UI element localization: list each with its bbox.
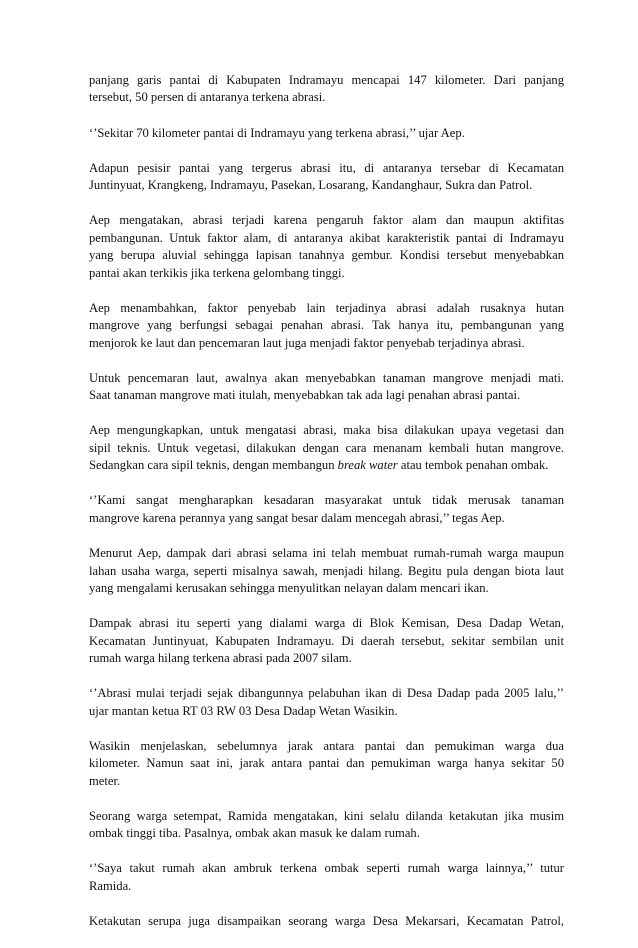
text-line: mangrove yang berfungsi sebagai penahan abrasi. Tak hanya itu, pembangunan yang <box>89 318 564 333</box>
text-line: ‘’Saya takut rumah akan ambruk terkena ombak seperti rumah warga lainnya,’’ tutur <box>89 861 564 876</box>
text-line: Ketakutan serupa juga disampaikan seorang warga Desa Mekarsari, Kecamatan Patrol, <box>89 913 564 928</box>
text-line-mixed <box>89 457 564 474</box>
text-line: pembangunan. Untuk faktor alam, di antaranya akibat karakteristik pantai di Indramayu <box>89 230 564 245</box>
paragraph-1 <box>89 72 564 107</box>
text-line: meter. <box>89 773 121 788</box>
paragraph-15 <box>89 913 564 930</box>
paragraph-6 <box>89 370 564 405</box>
paragraph-5 <box>89 300 564 352</box>
paragraph-11 <box>89 685 564 720</box>
text-line: Dampak abrasi itu seperti yang dialami warga di Blok Kemisan, Desa Dadap Wetan, <box>89 616 564 631</box>
text-line: pantai akan terkikis jika terkena gelombang tinggi. <box>89 265 345 280</box>
text-line: ujar mantan ketua RT 03 RW 03 Desa Dadap Wetan Wasikin. <box>89 703 398 718</box>
text-line: Seorang warga setempat, Ramida mengatakan, kini selalu dilanda ketakutan jika musim <box>89 808 564 823</box>
text-line: ‘’Sekitar 70 kilometer pantai di Indramayu yang terkena abrasi,’’ ujar Aep. <box>89 125 465 140</box>
paragraph-10 <box>89 615 564 667</box>
text-line: Aep menambahkan, faktor penyebab lain terjadinya abrasi adalah rusaknya hutan <box>89 300 564 315</box>
text-line: Wasikin menjelaskan, sebelumnya jarak antara pantai dan pemukiman warga dua <box>89 738 564 753</box>
text-line: Juntinyuat, Krangkeng, Indramayu, Pasekan, Losarang, Kandanghaur, Sukra dan Patrol. <box>89 178 533 193</box>
text-line: ‘’Abrasi mulai terjadi sejak dibangunnya pelabuhan ikan di Desa Dadap pada 2005 lalu,’’ <box>89 686 564 701</box>
text-line: yang mengalami kerusakan sehingga menyulitkan nelayan dalam mencari ikan. <box>89 580 489 595</box>
paragraph-9 <box>89 545 564 597</box>
italic-term: break water <box>337 458 398 473</box>
text-line-start: Sedangkan cara sipil teknis, dengan membangun <box>89 458 338 473</box>
text-line: mangrove karena perannya yang sangat besar dalam mencegah abrasi,’’ tegas Aep. <box>89 510 505 525</box>
text-line: Menurut Aep, dampak dari abrasi selama ini telah membuat rumah-rumah warga maupun <box>89 546 564 561</box>
paragraph-8 <box>89 492 564 527</box>
paragraph-12 <box>89 738 564 790</box>
text-line: kilometer. Namun saat ini, jarak antara pantai dan pemukiman warga hanya sekitar 50 <box>89 756 564 771</box>
paragraph-14 <box>89 860 564 895</box>
document-body <box>89 72 564 948</box>
text-line: panjang garis pantai di Kabupaten Indramayu mencapai 147 kilometer. Dari panjang <box>89 73 564 87</box>
text-line: yang berupa aluvial sehingga lapisan tanahnya gembur. Kondisi tersebut menyebabkan <box>89 248 564 263</box>
text-line: Kecamatan Juntinyuat, Kabupaten Indramayu. Di daerah tersebut, sekitar sembilan unit <box>89 633 564 648</box>
text-line: ‘’Kami sangat mengharapkan kesadaran masyarakat untuk tidak merusak tanaman <box>89 493 564 508</box>
text-line: Untuk pencemaran laut, awalnya akan menyebabkan tanaman mangrove menjadi mati. <box>89 370 564 385</box>
text-line: ombak tinggi tiba. Pasalnya, ombak akan masuk ke dalam rumah. <box>89 826 420 841</box>
paragraph-7 <box>89 422 564 474</box>
text-line-end: atau tembok penahan ombak. <box>397 458 549 473</box>
text-line: tersebut, 50 persen di antaranya terkena abrasi. <box>89 90 326 105</box>
text-line: rumah warga hilang terkena abrasi pada 2007 silam. <box>89 650 352 665</box>
text-line: sipil teknis. Untuk vegetasi, dilakukan dengan cara menanam kembali hutan mangrove. <box>89 440 564 455</box>
text-line: Adapun pesisir pantai yang tergerus abrasi itu, di antaranya tersebar di Kecamatan <box>89 160 564 175</box>
paragraph-13 <box>89 808 564 843</box>
paragraph-3 <box>89 160 564 195</box>
text-line: lahan usaha warga, seperti misalnya sawah, menjadi hilang. Begitu pula dengan biota laut <box>89 563 564 578</box>
text-line: menjorok ke laut dan pencemaran laut juga menjadi faktor penyebab terjadinya abrasi. <box>89 335 525 350</box>
text-line: Aep mengungkapkan, untuk mengatasi abrasi, maka bisa dilakukan upaya vegetasi dan <box>89 423 564 438</box>
paragraph-4 <box>89 212 564 282</box>
text-line: Aep mengatakan, abrasi terjadi karena pengaruh faktor alam dan maupun aktifitas <box>89 213 564 228</box>
text-line: Saat tanaman mangrove mati itulah, menyebabkan tak ada lagi penahan abrasi pantai. <box>89 388 521 403</box>
text-line: Ramida. <box>89 878 132 893</box>
paragraph-2 <box>89 125 564 142</box>
